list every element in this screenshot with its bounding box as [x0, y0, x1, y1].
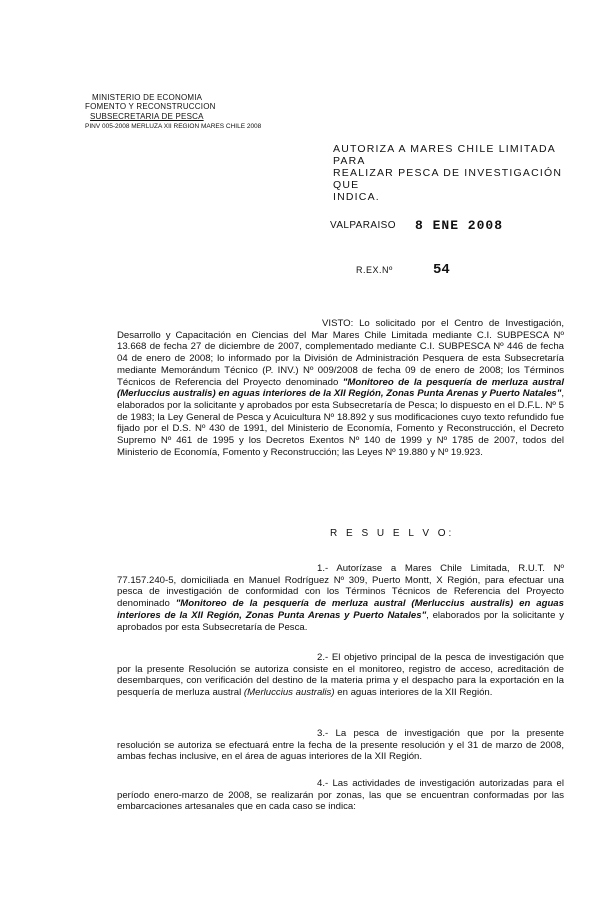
place-name: VALPARAISO — [330, 220, 396, 231]
rex-label: R.EX.Nº — [356, 265, 393, 275]
visto-text-2: , elaborados por la solicitante y aprobados por esta Subsecretaría de Pesca; lo dispuesto en el D.F.L. Nº 5 de 1983; la Ley General de Pesca y Acuicultura Nº 18.892 y sus modificaciones cuyo texto refundido fue fijado por el D.S. Nº 430 de 1991, del Ministerio de Economía, Fomento y Reconstrucción, el Decreto Supremo Nº 461 de 1995 y los Decretos Exentos Nº 140 de 1999 y Nº 1785 de 2007, todos del Ministerio de Economía, Fomento y Reconstrucción; las Leyes Nº 19.880 y Nº 19.923. — [117, 388, 564, 458]
article-2-species: (Merluccius australis) — [243, 687, 335, 699]
date-stamp: 8 ENE 2008 — [415, 218, 504, 233]
article-3-text: resolución se autoriza se efectuará entre la fecha de la presente resolución y el 31 de marzo de 2008, ambas fechas inclusive, en el área de aguas interiores de la XII Región. — [117, 739, 564, 763]
article-3-lead: 3.- La pesca de investigación que por la presente — [317, 728, 564, 739]
title-line-1: AUTORIZA A MARES CHILE LIMITADA PARA — [333, 143, 556, 167]
visto-project-name: "Monitoreo de la pesquería de merluza austral (Merluccius australis) en aguas interiores de la XII Región, Zonas Punta Arenas y Puerto Natales" — [117, 376, 565, 400]
visto-paragraph — [117, 318, 564, 458]
article-1-project-name: "Monitoreo de la pesquería de merluza austral (Merluccius australis) en aguas interiores de la XII Región, Zonas Punta Arenas y Puerto Natales" — [117, 598, 564, 621]
article-4-lead: 4.- Las actividades de investigación autorizadas — [317, 778, 529, 789]
visto-text: Lo solicitado por el Centro de Investigación, Desarrollo y Capacitación en Ciencias del Mar Mares Chile Limitada mediante C.I. SUBPESCA Nº 13.668 de fecha 27 de diciembre de 2007, complementado mediante C.I. SUBPESCA Nº 446 de fecha 04 de enero de 2008; lo informado por la División de Administración Pesquera de esta Subsecretaría mediante Memorándum Técnico (P. INV.) Nº 009/2008 de fecha 09 de enero de 2008; los Términos Técnicos de Referencia del Proyecto denominado — [117, 318, 565, 388]
title-line-2: REALIZAR PESCA DE INVESTIGACIÓN QUE — [333, 167, 563, 191]
article-2-text: investigación que por la presente Resolución se autoriza consiste en el monitoreo, registro de acceso, acreditación de desembarques, con verificación del destino de la materia prima y el despacho para la exportación en la pesquería de merluza austral — [117, 652, 564, 699]
visto-lead: VISTO: — [322, 318, 354, 329]
article-3 — [117, 728, 564, 763]
ministry-line-2: FOMENTO Y RECONSTRUCCION — [85, 102, 216, 111]
article-1-text: 77.157.240-5, domiciliada en Manuel Rodríguez Nº 309, Puerto Montt, X Región, para efectuar una pesca de investigación de conformidad con los Términos Técnicos de Referencia del Proyecto denominado — [117, 574, 564, 610]
file-reference: PINV 005-2008 MERLUZA XII REGION MARES CHILE 2008 — [85, 123, 262, 130]
article-4-text: para el período enero-marzo de 2008, se realizarán por zonas, las que se encuentran conformadas por las embarcaciones artesanales que en cada caso se indica: — [117, 778, 564, 813]
article-2-lead: 2.- El objetivo principal de la pesca de — [317, 652, 486, 663]
resuelvo-heading: R E S U E L V O: — [330, 528, 455, 539]
article-4 — [117, 778, 564, 813]
title-line-3: INDICA. — [333, 191, 380, 203]
article-2 — [117, 652, 564, 699]
article-1-text-2: , elaborados por la solicitante y aprobados por esta Subsecretaría de Pesca. — [117, 609, 564, 633]
resolution-number-line — [356, 262, 556, 280]
rex-number: 54 — [433, 262, 450, 278]
resolution-title — [333, 143, 573, 203]
article-1-lead: 1.- Autorízase a Mares Chile Limitada, R.U.T. Nº — [317, 563, 564, 574]
article-2-text-2: en aguas interiores de la XII Región. — [334, 687, 493, 699]
article-1 — [117, 563, 564, 633]
ministry-line-1: MINISTERIO DE ECONOMIA — [92, 93, 203, 102]
subsecretaria-line: SUBSECRETARIA DE PESCA — [90, 112, 204, 121]
place-date-line — [330, 218, 570, 236]
